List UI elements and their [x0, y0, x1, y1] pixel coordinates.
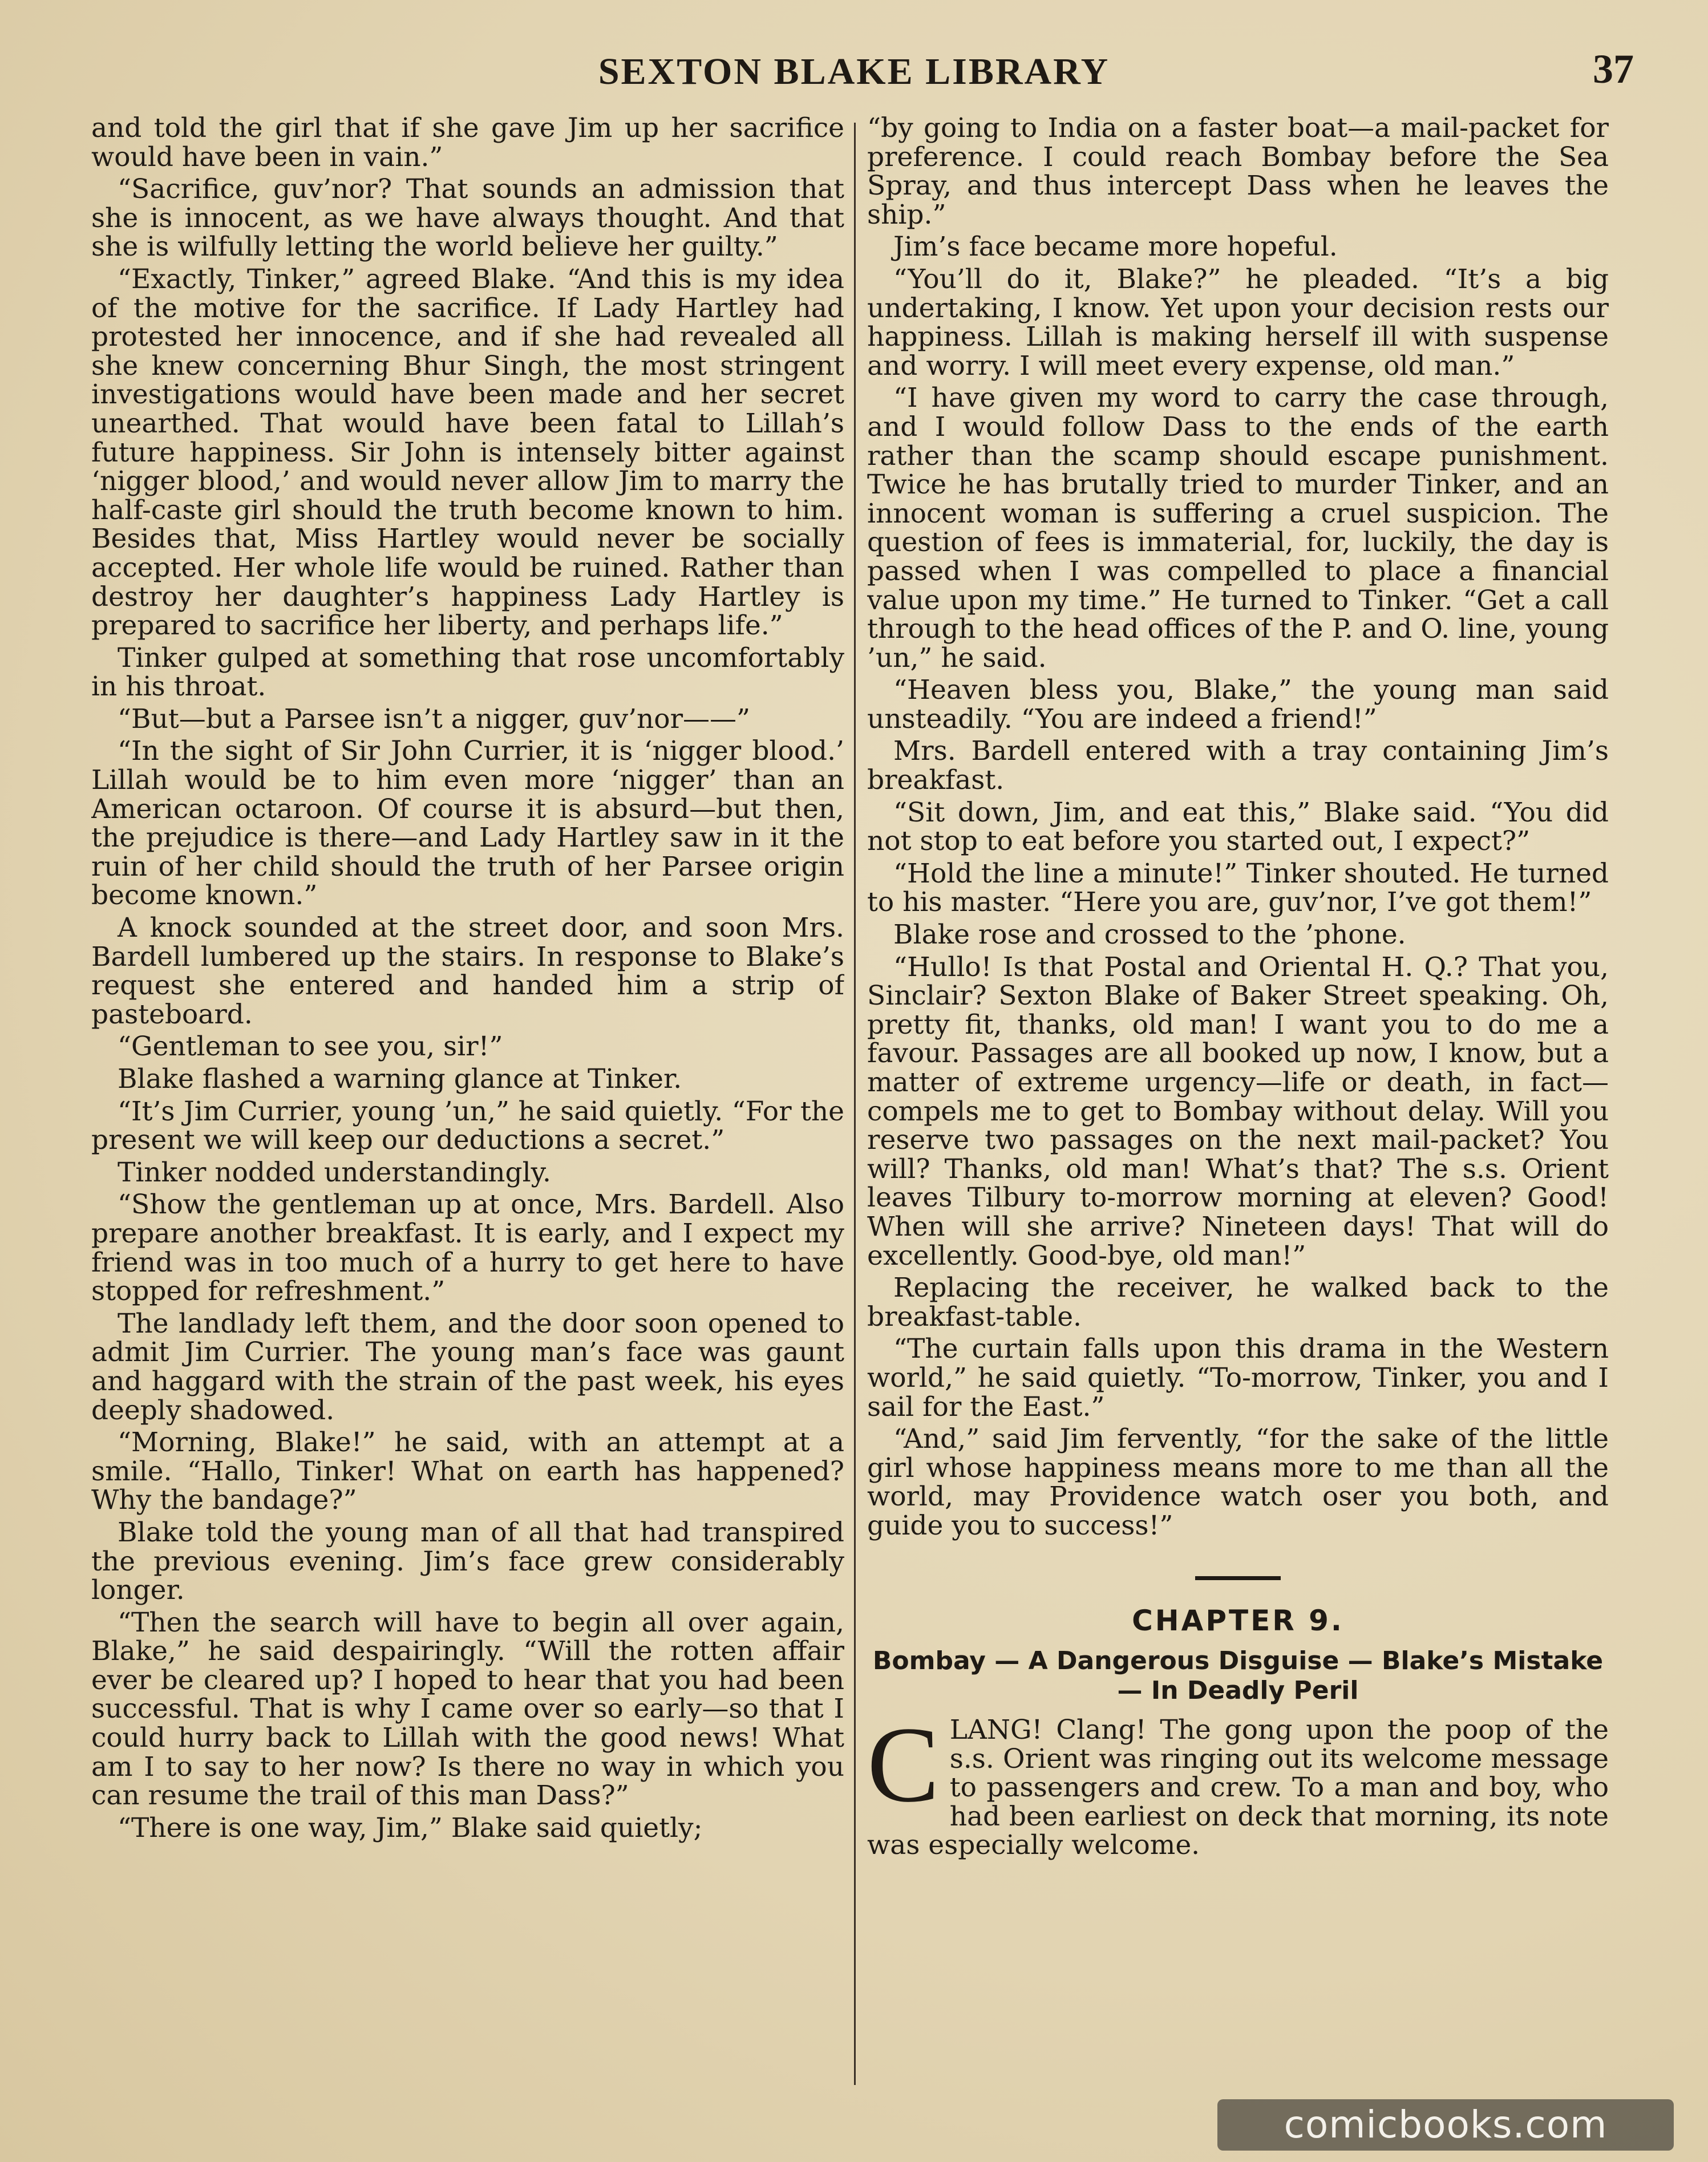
section-divider [1195, 1576, 1281, 1580]
left-column [91, 114, 844, 2094]
paragraph: Jim’s face became more hopeful. [893, 231, 1338, 263]
paragraph: “Then the search will have to begin all over again, Blake,” he said despairingly. “Will the rotten affair ever be cleared up? I hoped to hear that you had been successful. That is why I came over so early—so that I could hurry back to Lillah with the good news! What am I to say to her now? Is there no way in which you can resume the trail of this man Dass?” [91, 1606, 844, 1812]
paragraph: “In the sight of Sir John Currier, it is ‘nigger blood.’ Lillah would be to him even more ‘nigger’ than an American octaroon. Of course it is absurd—but then, the prejudice is there—and Lady Hartley saw in it the ruin of her child should the truth of her Parsee origin become known.” [91, 735, 844, 912]
paragraph: Replacing the receiver, he walked back to the breakfast-table. [867, 1272, 1609, 1333]
paragraph: A knock sounded at the street door, and soon Mrs. Bardell lumbered up the stairs. In response to Blake’s request she entered and handed him a strip of pasteboard. [91, 912, 844, 1030]
paragraph: Tinker nodded understandingly. [118, 1156, 551, 1188]
paragraph: Blake flashed a warning glance at Tinker. [118, 1063, 682, 1095]
right-column [867, 114, 1609, 2094]
paragraph: “Hullo! Is that Postal and Oriental H. Q.? That you, Sinclair? Sexton Blake of Baker Street speaking. Oh, pretty fit, thanks, old man! I want you to do me a favour. Passages are all booked up now, I know, but a matter of extreme urgency—life or death, in fact—compels me to get to Bombay without delay. Will you reserve two passages on the next mail-packet? You will? Thanks, old man! What’s that? The s.s. Orient leaves Tilbury to-morrow morning at eleven? Good! When will she arrive? Nineteen days! That will do excellently. Good-bye, old man!” [867, 951, 1609, 1272]
paragraph: and told the girl that if she gave Jim up her sacrifice would have been in vain.” [91, 114, 844, 173]
paragraph: Blake rose and crossed to the ’phone. [893, 919, 1406, 951]
paragraph: “But—but a Parsee isn’t a nigger, guv’nor——” [118, 703, 751, 735]
paragraph: “Exactly, Tinker,” agreed Blake. “And this is my idea of the motive for the sacrifice. If Lady Hartley had protested her innocence, and if she had revealed all she knew concerning Bhur Singh, the most stringent investigations would have been made and her secret unearthed. That would have been fatal to Lillah’s future happiness. Sir John is intensely bitter against ‘nigger blood,’ and would never allow Jim to marry the half-caste girl should the truth become known to him. Besides that, Miss Hartley would never be socially accepted. Her whole life would be ruined. Rather than destroy her daughter’s happiness Lady Hartley is prepared to sacrifice her liberty, and perhaps life.” [91, 263, 844, 642]
paragraph: “Sacrifice, guv’nor? That sounds an admission that she is innocent, as we have always thought. And that she is wilfully letting the world believe her guilty.” [91, 173, 844, 263]
paragraph: “Hold the line a minute!” Tinker shouted. He turned to his master. “Here you are, guv’nor, I’ve got them!” [867, 857, 1609, 918]
paragraph: “Sit down, Jim, and eat this,” Blake said. “You did not stop to eat before you started out, I expect?” [867, 796, 1609, 857]
paragraph: The landlady left them, and the door soon opened to admit Jim Currier. The young man’s face was gaunt and haggard with the strain of the past week, his eyes deeply shadowed. [91, 1307, 844, 1426]
paragraph: “Show the gentleman up at once, Mrs. Bardell. Also prepare another breakfast. It is early, and I expect my friend was in too much of a hurry to get here to have stopped for refreshment.” [91, 1189, 844, 1307]
paragraph: “Morning, Blake!” he said, with an attempt at a smile. “Hallo, Tinker! What on earth has happened? Why the bandage?” [91, 1427, 844, 1516]
chapter-opening-paragraph [867, 1705, 1609, 1861]
watermark: comicbooks.com [1217, 2099, 1674, 2151]
chapter-subtitle: Bombay — A Dangerous Disguise — Blake’s Mistake — In Deadly Peril [872, 1646, 1604, 1706]
paragraph: “Heaven bless you, Blake,” the young man said unsteadily. “You are indeed a friend!” [867, 674, 1609, 735]
paragraph: Mrs. Bardell entered with a tray containing Jim’s breakfast. [867, 735, 1609, 796]
page-header [0, 46, 1708, 108]
paragraph: “by going to India on a faster boat—a mail-packet for preference. I could reach Bombay before the Sea Spray, and thus intercept Dass when he leaves the ship.” [867, 114, 1609, 230]
running-title: SEXTON BLAKE LIBRARY [598, 51, 1110, 92]
chapter-heading: CHAPTER 9. [1132, 1604, 1344, 1637]
paragraph: “You’ll do it, Blake?” he pleaded. “It’s a big undertaking, I know. Yet upon your decision rests our happiness. Lillah is making herself ill with suspense and worry. I will meet every expense, old man.” [867, 263, 1609, 382]
paragraph: “There is one way, Jim,” Blake said quietly; [118, 1812, 703, 1844]
paragraph: “It’s Jim Currier, young ’un,” he said quietly. “For the present we will keep our deductions a secret.” [91, 1095, 844, 1156]
paragraph: Tinker gulped at something that rose uncomfortably in his throat. [91, 642, 844, 703]
column-rule [854, 123, 856, 2085]
paragraph: “And,” said Jim fervently, “for the sake of the little girl whose happiness means more to me than all the world, may Providence watch oser you both, and guide you to success!” [867, 1423, 1609, 1541]
paragraph: “Gentleman to see you, sir!” [118, 1031, 503, 1063]
drop-cap: C [867, 1705, 940, 1825]
opening-text: LANG! Clang! The gong upon the poop of the s.s. Orient was ringing out its welcome message to passengers and crew. To a man and boy, who had been earliest on deck that morning, its note was especially welcome. [867, 1714, 1609, 1861]
page-number: 37 [1593, 46, 1634, 92]
paragraph: “The curtain falls upon this drama in the Western world,” he said quietly. “To-morrow, Tinker, you and I sail for the East.” [867, 1333, 1609, 1423]
paragraph: Blake told the young man of all that had transpired the previous evening. Jim’s face grew considerably longer. [91, 1516, 844, 1606]
paragraph: “I have given my word to carry the case through, and I would follow Dass to the ends of the earth rather than the scamp should escape punishment. Twice he has brutally tried to murder Tinker, and an innocent woman is suffering a cruel suspicion. The question of fees is immaterial, for, luckily, the day is passed when I was compelled to place a financial value upon my time.” He turned to Tinker. “Get a call through to the head offices of the P. and O. line, young ’un,” he said. [867, 382, 1609, 674]
